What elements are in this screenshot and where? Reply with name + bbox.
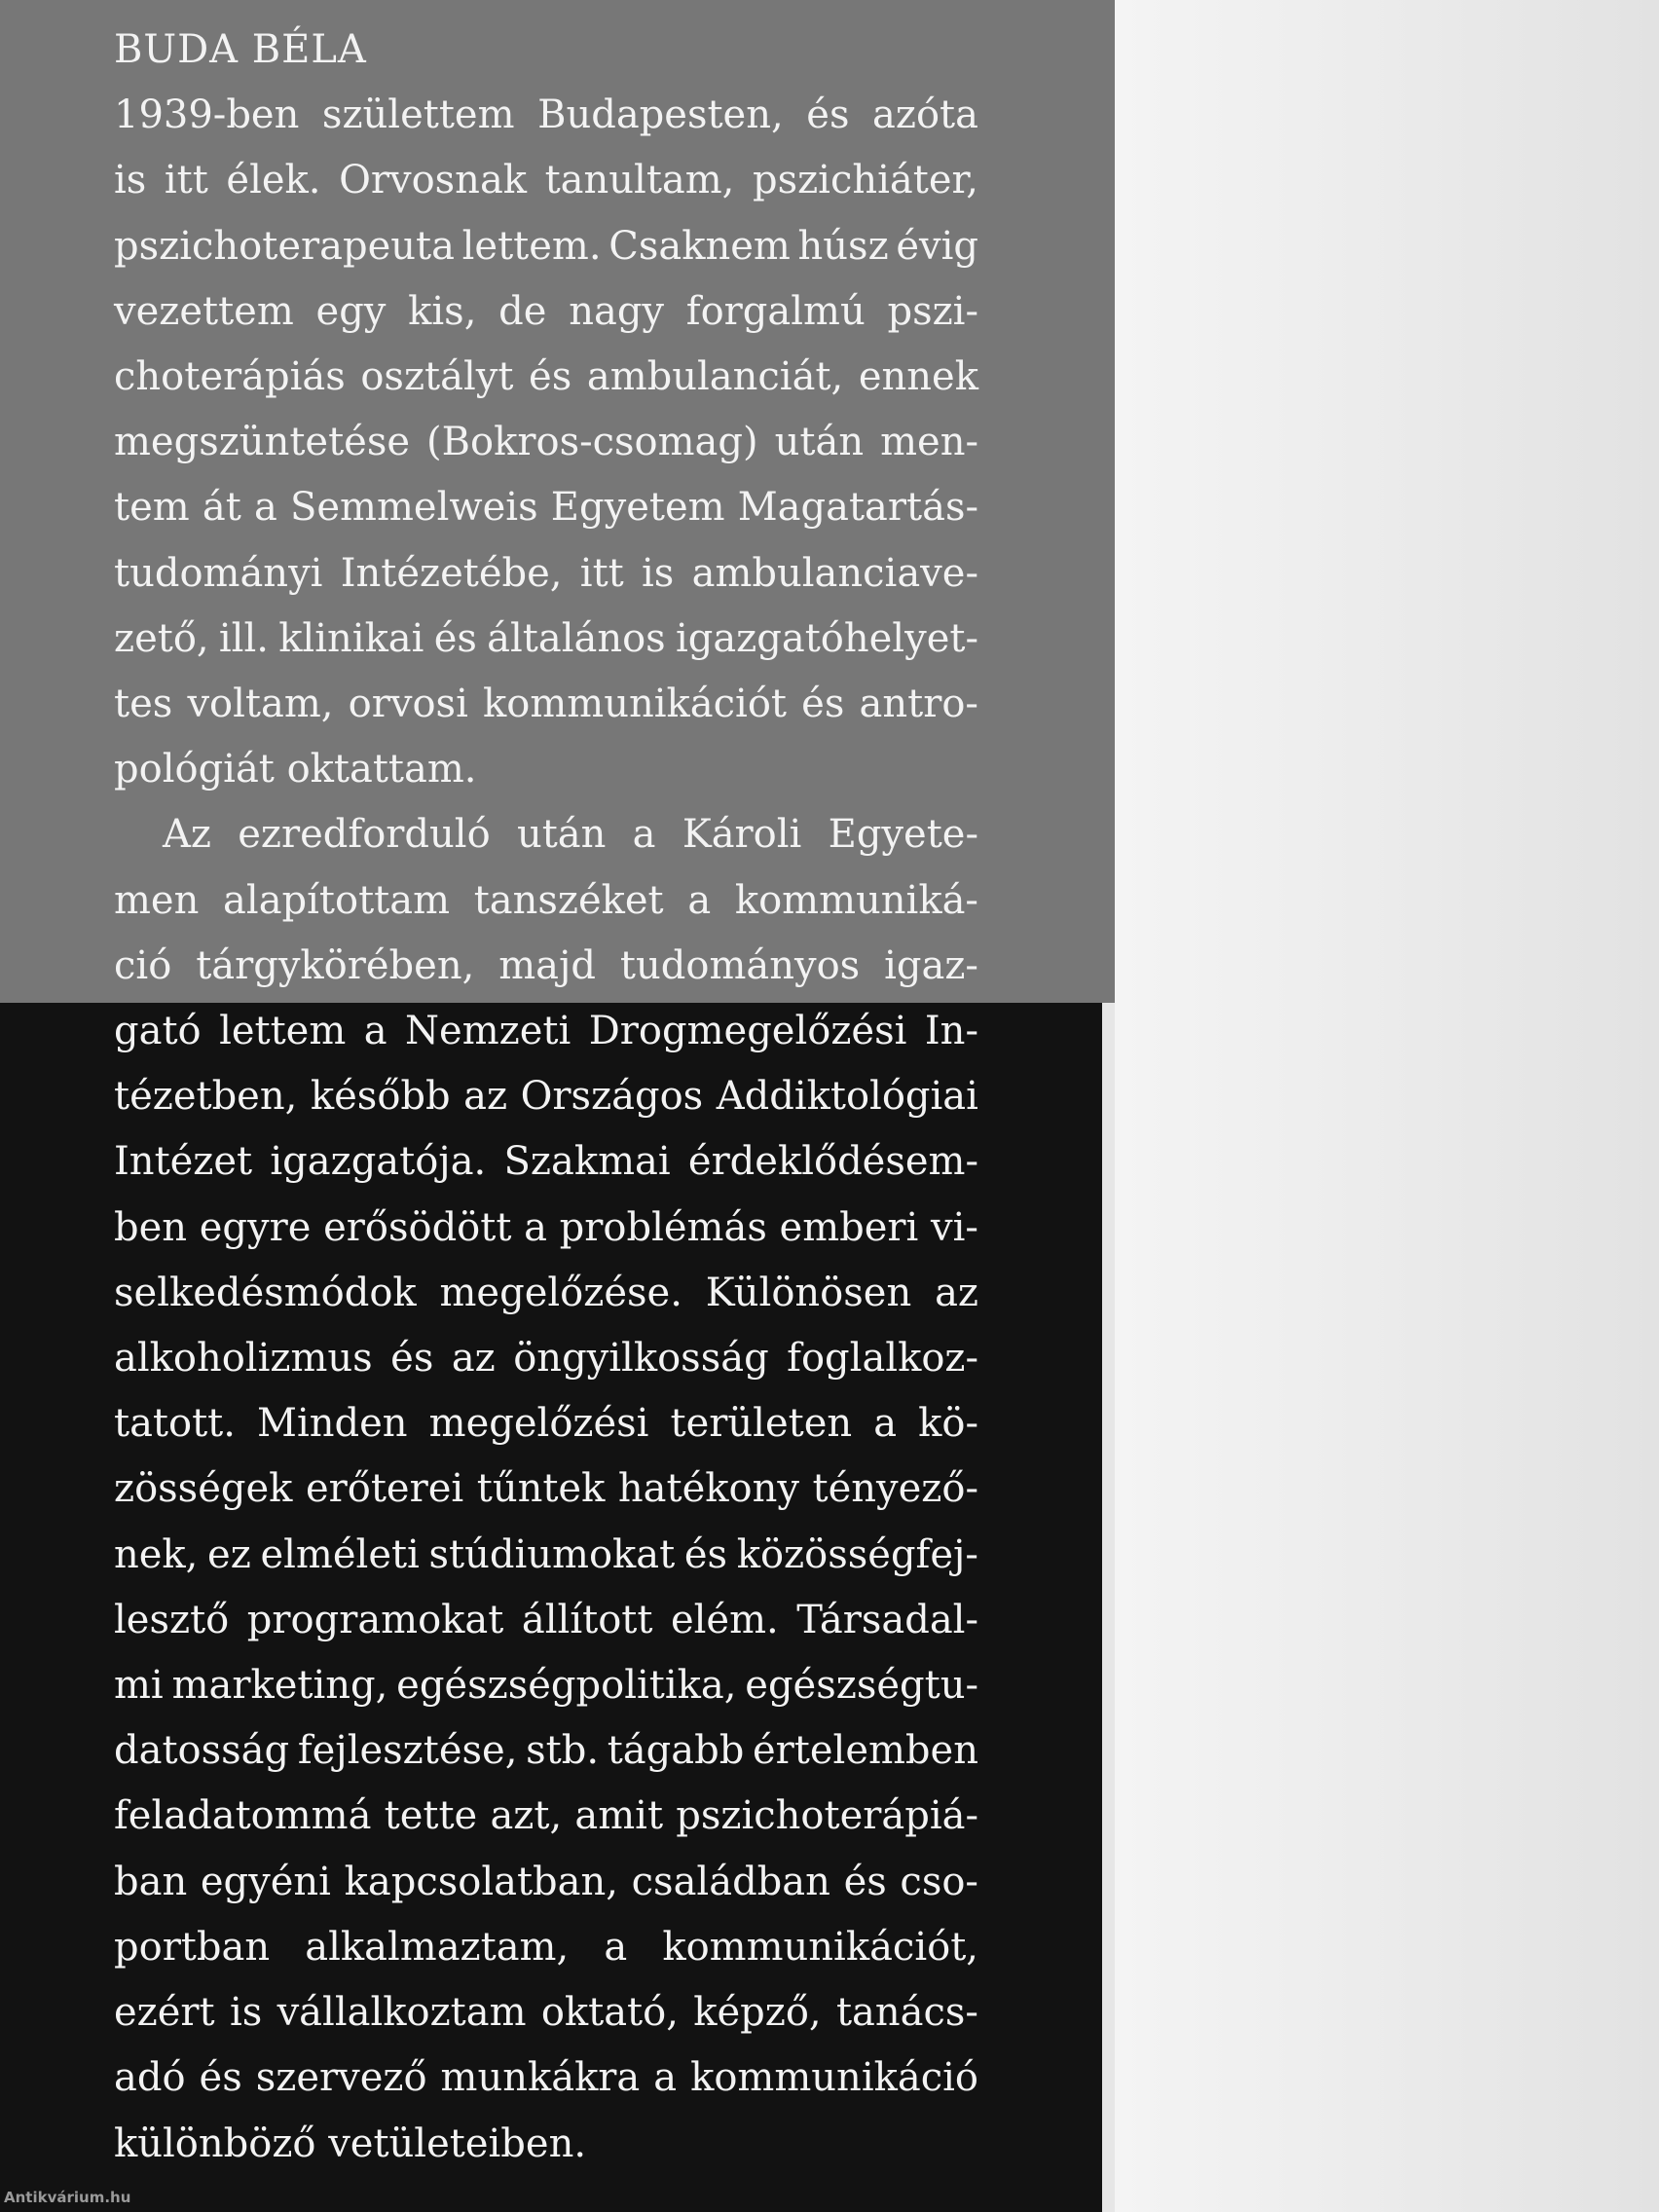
text-line xyxy=(114,999,978,1064)
text-line: különböző vetületeiben. xyxy=(114,2120,587,2166)
word: Addiktológiai xyxy=(716,1074,978,1120)
word: azóta xyxy=(872,92,978,138)
word: élek. xyxy=(226,158,321,203)
word: tényező- xyxy=(812,1466,978,1512)
text-line xyxy=(114,1850,978,1915)
text-line xyxy=(114,475,978,540)
word: és xyxy=(801,682,845,727)
word: ennek xyxy=(858,354,978,400)
word: és xyxy=(683,1531,728,1577)
word: igazgatója. xyxy=(270,1139,487,1185)
word: erőterei xyxy=(305,1466,464,1512)
word: is xyxy=(114,158,147,203)
text-line xyxy=(114,1129,978,1195)
word: kommunikációt xyxy=(483,682,787,727)
word: stb. xyxy=(526,1728,600,1774)
word: datosság xyxy=(114,1728,290,1774)
word: zető, xyxy=(114,615,209,661)
word: ezért xyxy=(114,1990,215,2036)
word: szervező xyxy=(255,2055,427,2101)
word: ambulanciave- xyxy=(691,550,978,596)
word: tatott. xyxy=(114,1401,236,1447)
word: pszichoterápiá- xyxy=(676,1793,978,1839)
word: általános xyxy=(487,615,666,661)
word: vállalkoztam xyxy=(276,1990,527,2036)
text-line xyxy=(114,1653,978,1718)
word: choterápiás xyxy=(114,354,346,400)
word: az xyxy=(451,1336,496,1382)
word: és xyxy=(529,354,572,400)
biography-text xyxy=(114,18,978,2177)
word: mi xyxy=(114,1663,164,1709)
word: elméleti xyxy=(260,1531,420,1577)
word: feladatommá xyxy=(114,1793,372,1839)
word: ill. xyxy=(218,615,269,661)
word: foglalkoz- xyxy=(787,1336,978,1382)
word: Orvosnak xyxy=(339,158,528,203)
word: men xyxy=(114,877,200,923)
text-line xyxy=(114,607,978,672)
word: öngyilkosság xyxy=(513,1336,769,1382)
word: húsz xyxy=(797,223,889,269)
word: az xyxy=(935,1270,978,1315)
word: egy xyxy=(315,288,387,334)
word: a xyxy=(604,1924,628,1970)
word: orvosi xyxy=(348,682,468,727)
word: pszi- xyxy=(887,288,978,334)
text-line xyxy=(114,148,978,213)
text-line xyxy=(114,541,978,607)
word: forgalmú xyxy=(685,288,866,334)
word: kis, xyxy=(408,288,477,334)
text-line xyxy=(114,1588,978,1653)
word: és xyxy=(843,1859,887,1904)
text-line xyxy=(114,1391,978,1456)
word: Károli xyxy=(682,812,802,858)
text-line xyxy=(114,1523,978,1588)
word: adó xyxy=(114,2055,186,2101)
word: képző, xyxy=(693,1990,822,2036)
word: a xyxy=(632,812,656,858)
word: megelőzési xyxy=(428,1401,649,1447)
word: Minden xyxy=(257,1401,408,1447)
word: Intézet xyxy=(114,1139,253,1185)
word: Intézetébe, xyxy=(340,550,563,596)
text-line xyxy=(114,1915,978,1980)
word: tézetben, xyxy=(114,1074,298,1120)
word: munkákra xyxy=(440,2055,641,2101)
word: tudományi xyxy=(114,550,323,596)
word: állított xyxy=(521,1597,653,1642)
word: egészségpolitika, xyxy=(396,1663,737,1709)
word: Szakmai xyxy=(503,1139,671,1185)
word: kö- xyxy=(918,1401,978,1447)
text-line: pológiát oktattam. xyxy=(114,747,477,793)
word: is xyxy=(642,550,675,596)
text-line xyxy=(114,868,978,934)
text-line xyxy=(114,214,978,279)
word: tudományos xyxy=(619,942,861,988)
biography-paragraphs xyxy=(114,83,978,2177)
word: a xyxy=(253,485,277,531)
word: ben xyxy=(114,1204,188,1250)
word: tágabb xyxy=(607,1728,745,1774)
word: vi- xyxy=(931,1204,978,1250)
word: programokat xyxy=(246,1597,504,1642)
watermark-text: Antikvárium.hu xyxy=(4,2189,131,2206)
word: In- xyxy=(924,1009,978,1054)
text-line xyxy=(114,1456,978,1522)
word: érdeklődésem- xyxy=(687,1139,978,1185)
word: vezettem xyxy=(114,288,294,334)
word: kommunikációt, xyxy=(662,1924,978,1970)
word: alkalmaztam, xyxy=(305,1924,570,1970)
word: fejlesztése, xyxy=(297,1728,518,1774)
word: kommuniká- xyxy=(734,877,978,923)
word: elém. xyxy=(670,1597,779,1642)
word: is xyxy=(229,1990,263,2036)
word: zösségek xyxy=(114,1466,293,1512)
word: gató xyxy=(114,1009,202,1054)
word: igaz- xyxy=(884,942,978,988)
word: értelemben xyxy=(753,1728,978,1774)
word: majd xyxy=(498,942,597,988)
text-line xyxy=(114,934,978,999)
word: megszüntetése xyxy=(114,420,411,465)
word: kapcsolatban, xyxy=(344,1859,618,1904)
word: születtem xyxy=(321,92,515,138)
text-line xyxy=(114,1261,978,1326)
text-line xyxy=(114,1326,978,1391)
word: a xyxy=(524,1204,547,1250)
word: amit xyxy=(574,1793,664,1839)
text-line xyxy=(114,1784,978,1849)
word: Budapesten, xyxy=(537,92,784,138)
word: lettem. xyxy=(461,223,602,269)
word: stúdiumokat xyxy=(428,1531,676,1577)
word: tanács- xyxy=(835,1990,978,2036)
word: selkedésmódok xyxy=(114,1270,417,1315)
word: a xyxy=(363,1009,387,1054)
word: tette xyxy=(384,1793,478,1839)
word: tárgykörében, xyxy=(196,942,475,988)
word: itt xyxy=(579,550,624,596)
word: voltam, xyxy=(187,682,334,727)
word: Egyetem xyxy=(550,485,725,531)
word: cso- xyxy=(900,1859,978,1904)
paragraph xyxy=(114,83,978,802)
word: alkoholizmus xyxy=(114,1336,373,1382)
word: az xyxy=(463,1074,508,1120)
text-line xyxy=(114,410,978,475)
word: hatékony xyxy=(617,1466,799,1512)
word: portban xyxy=(114,1924,271,1970)
text-line xyxy=(114,2046,978,2111)
word: és xyxy=(199,2055,242,2101)
word: oktató, xyxy=(540,1990,679,2036)
text-line xyxy=(114,345,978,410)
word: át xyxy=(202,485,241,531)
word: ció xyxy=(114,942,172,988)
word: Országos xyxy=(520,1074,704,1120)
word: klinikai xyxy=(278,615,424,661)
word: igazgatóhelyet- xyxy=(675,615,978,661)
word: azt, xyxy=(490,1793,563,1839)
word: Társadal- xyxy=(796,1597,978,1642)
word: emberi xyxy=(779,1204,919,1250)
word: antro- xyxy=(859,682,978,727)
word: de xyxy=(498,288,547,334)
word: problémás xyxy=(559,1204,767,1250)
word: tanultam, xyxy=(544,158,735,203)
word: pszichoterapeuta xyxy=(114,223,455,269)
word: ban xyxy=(114,1859,188,1904)
word: Különösen xyxy=(705,1270,912,1315)
word: Nemzeti xyxy=(405,1009,571,1054)
text-line xyxy=(114,1196,978,1261)
text-line xyxy=(114,802,978,867)
word: marketing, xyxy=(171,1663,388,1709)
word: nagy xyxy=(569,288,665,334)
word: ezredforduló xyxy=(238,812,491,858)
word: a xyxy=(687,877,712,923)
word: és xyxy=(390,1336,434,1382)
paragraph xyxy=(114,802,978,2176)
word: lettem xyxy=(219,1009,347,1054)
word: Az xyxy=(163,812,211,858)
word: tanszéket xyxy=(473,877,664,923)
word: lesztő xyxy=(114,1597,230,1642)
text-line xyxy=(114,279,978,345)
text-line xyxy=(114,83,978,148)
word: Magatartás- xyxy=(737,485,978,531)
word: és xyxy=(433,615,477,661)
word: tűntek xyxy=(476,1466,606,1512)
word: a xyxy=(653,2055,678,2101)
text-line xyxy=(114,1718,978,1784)
word: alapítottam xyxy=(223,877,451,923)
word: pszichiáter, xyxy=(752,158,978,203)
word: és xyxy=(806,92,850,138)
word: családban xyxy=(631,1859,830,1904)
word: nek, xyxy=(114,1531,199,1577)
author-name: BUDA BÉLA xyxy=(114,27,367,72)
word: osztályt xyxy=(360,354,514,400)
word: egyre xyxy=(199,1204,312,1250)
text-line xyxy=(114,1980,978,2046)
word: egészségtu- xyxy=(745,1663,978,1709)
word: után xyxy=(774,420,865,465)
word: tem xyxy=(114,485,190,531)
word: (Bokros-csomag) xyxy=(426,420,758,465)
word: Drogmegelőzési xyxy=(588,1009,907,1054)
word: ez xyxy=(207,1531,251,1577)
text-line xyxy=(114,1064,978,1129)
word: után xyxy=(516,812,607,858)
word: megelőzése. xyxy=(439,1270,682,1315)
word: men- xyxy=(880,420,978,465)
word: a xyxy=(873,1401,898,1447)
word: Csaknem xyxy=(608,223,791,269)
word: közösségfej- xyxy=(736,1531,978,1577)
word: később xyxy=(310,1074,451,1120)
page-background-right xyxy=(1115,0,1659,2212)
word: Semmelweis xyxy=(289,485,538,531)
word: itt xyxy=(164,158,208,203)
word: területen xyxy=(670,1401,853,1447)
word: egyéni xyxy=(200,1859,331,1904)
word: tes xyxy=(114,682,173,727)
word: évig xyxy=(896,223,978,269)
word: kommunikáció xyxy=(690,2055,978,2101)
text-line xyxy=(114,672,978,737)
word: ambulanciát, xyxy=(586,354,844,400)
word: 1939-ben xyxy=(114,92,300,138)
word: erősödött xyxy=(323,1204,512,1250)
word: Egyete- xyxy=(828,812,978,858)
